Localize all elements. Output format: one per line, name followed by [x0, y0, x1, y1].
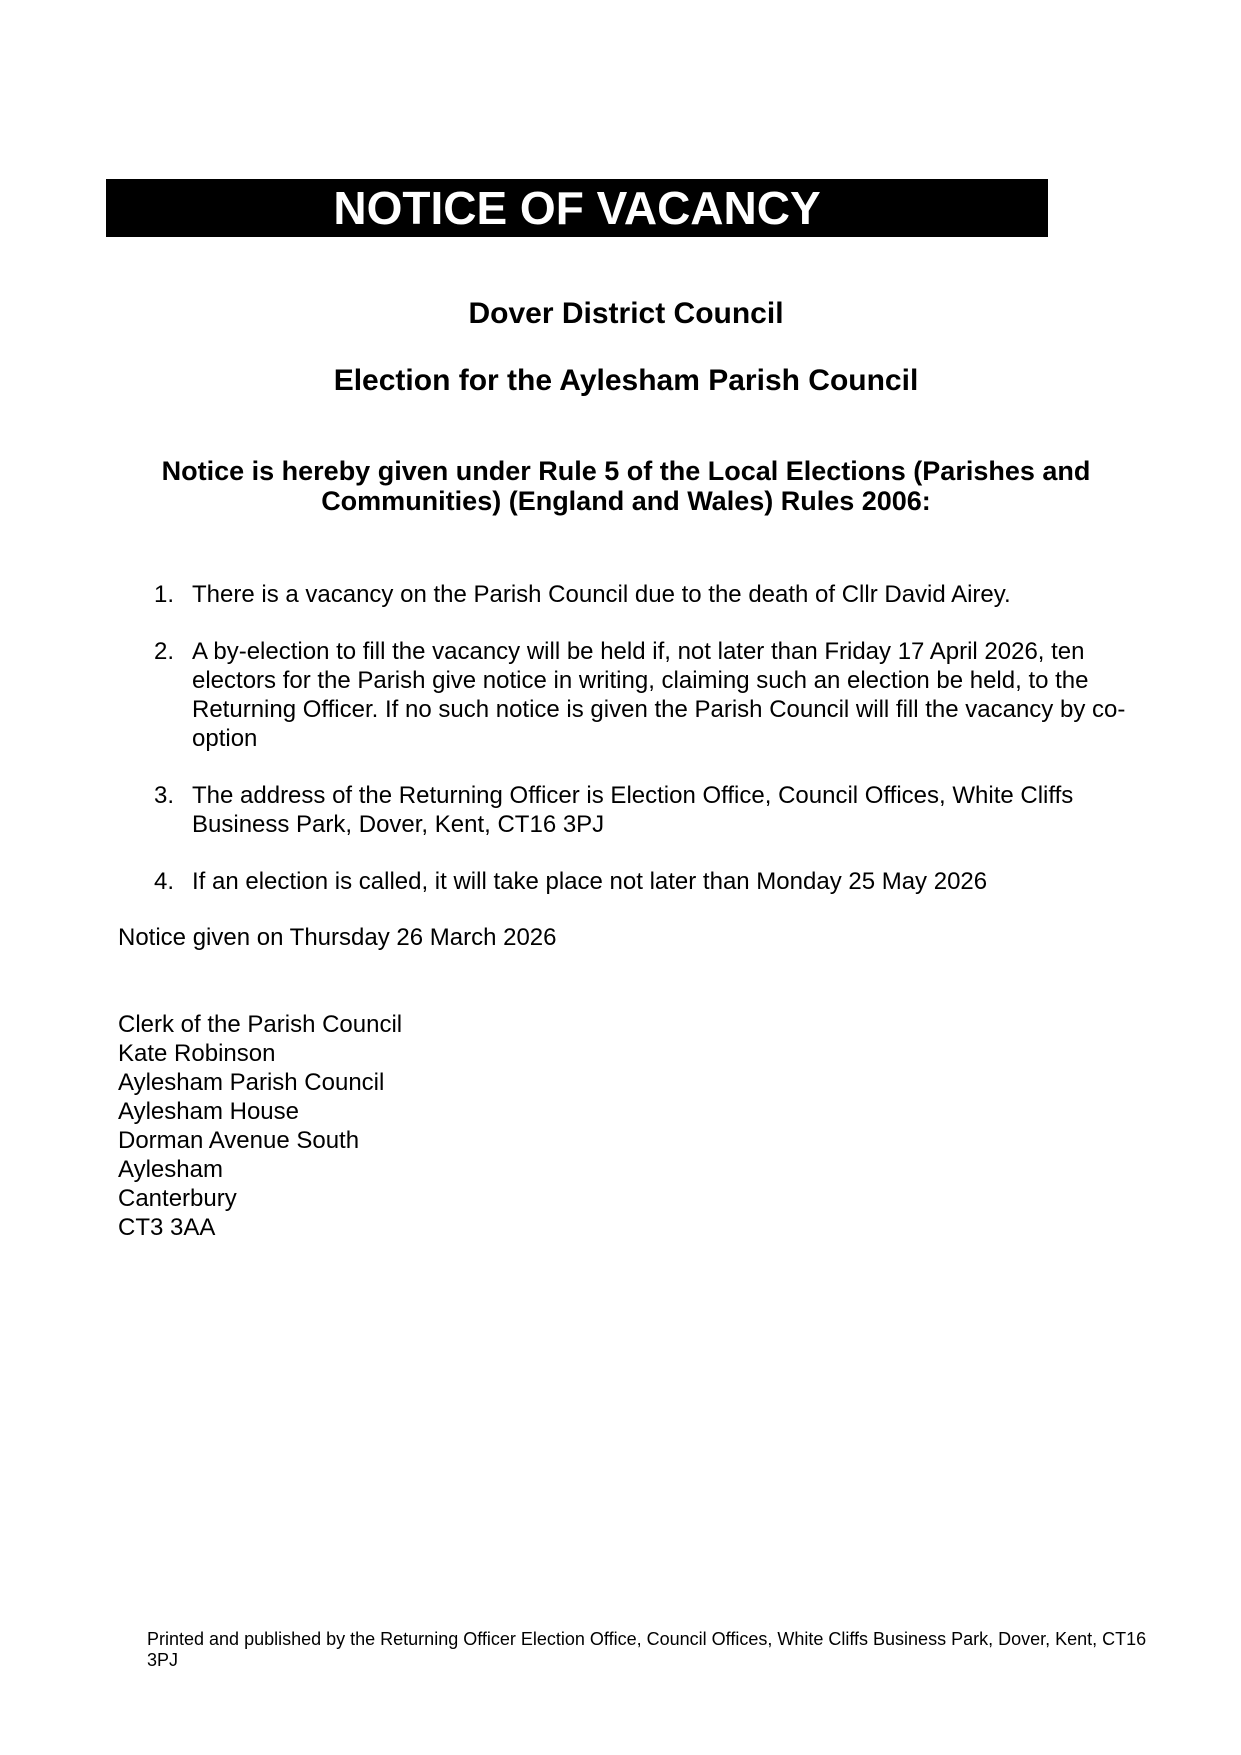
signatory-organisation: Aylesham Parish Council — [118, 1069, 385, 1096]
item-number: 3. — [154, 782, 175, 809]
signatory-name: Kate Robinson — [118, 1040, 276, 1067]
item-text: There is a vacancy on the Parish Council due to the death of Cllr David Airey. — [192, 581, 1011, 608]
list-item — [140, 867, 1140, 896]
item-number: 2. — [154, 638, 175, 665]
signatory-address — [118, 1010, 402, 1242]
notice-items-list — [140, 580, 1140, 924]
address-postcode: CT3 3AA — [118, 1214, 216, 1241]
council-heading: Dover District Council — [468, 297, 784, 330]
notice-banner — [106, 179, 1048, 237]
notice-date: Notice given on Thursday 26 March 2026 — [118, 924, 557, 951]
address-town: Canterbury — [118, 1185, 237, 1212]
list-item — [140, 637, 1140, 753]
item-text: If an election is called, it will take place not later than Monday 25 May 2026 — [192, 868, 988, 895]
item-text: The address of the Returning Officer is Election Office, Council Offices, White Cliffs Business Park, Dover, Kent, CT16 3PJ — [192, 782, 1074, 838]
notice-title: NOTICE OF VACANCY — [333, 182, 821, 234]
list-item — [140, 781, 1140, 839]
signatory-role: Clerk of the Parish Council — [118, 1011, 403, 1038]
address-building: Aylesham House — [118, 1098, 299, 1125]
imprint-footer: Printed and published by the Returning Officer Election Office, Council Offices, White Cliffs Business Park, Dover, Kent, CT16 3PJ — [147, 1629, 1147, 1670]
item-number: 4. — [154, 868, 175, 895]
election-heading: Election for the Aylesham Parish Council — [333, 364, 919, 397]
rule-notice-heading: Notice is hereby given under Rule 5 of the Local Elections (Parishes and Communities) (England and Wales) Rules 2006: — [161, 456, 1091, 516]
item-number: 1. — [154, 581, 175, 608]
list-item — [140, 580, 1140, 609]
address-street: Dorman Avenue South — [118, 1127, 360, 1154]
item-text: A by-election to fill the vacancy will be held if, not later than Friday 17 April 2026, ten electors for the Parish give notice in writing, claiming such an election be held, to the Returning Officer. If no such notice is given the Parish Council will fill the vacancy by co-option — [192, 638, 1126, 752]
address-village: Aylesham — [118, 1156, 223, 1183]
